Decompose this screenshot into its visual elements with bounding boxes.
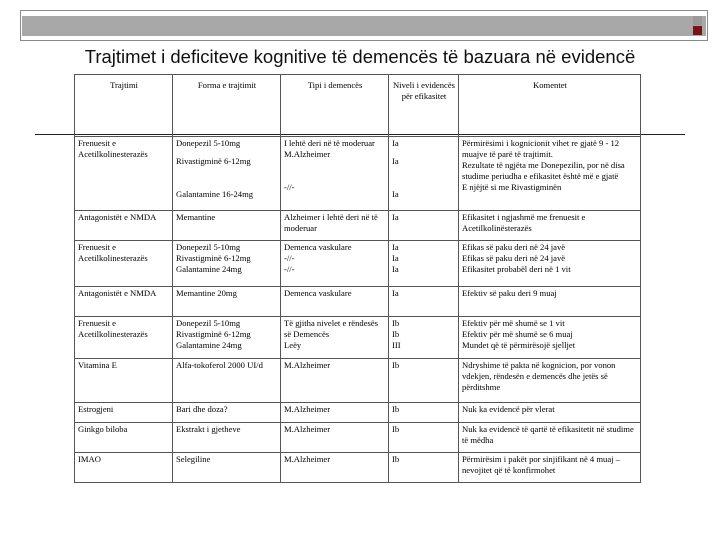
type-cell: Demenca vaskulare [281, 287, 389, 317]
slide-title: Trajtimet i deficiteve kognitive të demencës të bazuara në evidencë [84, 46, 636, 67]
type-line: M.Alzheimer [284, 149, 331, 159]
column-header: Niveli i evidencës për efikasitet [389, 75, 459, 137]
comment-cell: Përmirësim i pakët por sinjifikant në 4 muaj – nevojitet që të konfirmohet [459, 453, 641, 483]
treatment-cell: Antagonistët e NMDA [75, 287, 173, 317]
table-row [75, 423, 641, 453]
form-line: Rivastigminë 6-12mg [176, 156, 251, 166]
type-cell: M.Alzheimer [281, 453, 389, 483]
table-header-row [75, 75, 641, 137]
type-line: Leëy [284, 340, 302, 350]
form-cell [173, 137, 281, 211]
level-cell: Ia [389, 211, 459, 241]
treatment-cell: Frenuesit e Acetilkolinesterazës [75, 137, 173, 211]
type-cell [281, 137, 389, 211]
treatment-cell: Frenuesit e Acetilkolinesterazës [75, 317, 173, 359]
type-line: -//- [284, 253, 295, 263]
level-cell: Ib [389, 453, 459, 483]
comment-cell: Nuk ka evidencë të qartë të efikasitetit në studime të mëdha [459, 423, 641, 453]
table-row [75, 403, 641, 423]
comment-cell [459, 317, 641, 359]
type-cell: M.Alzheimer [281, 423, 389, 453]
level-line: III [392, 340, 401, 350]
comment-line: Efektiv për më shumë se 6 muaj [462, 329, 573, 339]
comment-line: Rezultate të ngjëta me Donepezilin, por në disa studime periudha e efikasitet është më e gjatë [462, 160, 625, 181]
form-cell: Memantine 20mg [173, 287, 281, 317]
level-cell: Ib [389, 359, 459, 403]
column-header: Trajtimi [75, 75, 173, 137]
comment-line: Efikas së paku deri në 24 javë [462, 253, 566, 263]
comment-line: Efikasitet probabël deri në 1 vit [462, 264, 571, 274]
comment-cell: Efikasitet i ngjashmë me frenuesit e Acetilkolinësterazës [459, 211, 641, 241]
level-line: Ib [392, 318, 400, 328]
type-line: Të gjitha nivelet e rëndesës së Demencës [284, 318, 379, 339]
level-line: Ia [392, 242, 399, 252]
table-row [75, 453, 641, 483]
type-cell: M.Alzheimer [281, 359, 389, 403]
comment-line: E njëjtë si me Rivastigminën [462, 182, 562, 192]
level-line: Ia [392, 264, 399, 274]
form-cell: Ekstrakt i gjetheve [173, 423, 281, 453]
red-square-decoration [693, 26, 702, 35]
level-cell: Ib [389, 423, 459, 453]
type-cell [281, 317, 389, 359]
form-cell: Alfa-tokoferol 2000 UI/d [173, 359, 281, 403]
table-row [75, 317, 641, 359]
treatment-cell: Estrogjeni [75, 403, 173, 423]
level-line: Ia [392, 156, 399, 166]
column-header: Komentet [459, 75, 641, 137]
table-row [75, 287, 641, 317]
form-line: Galantamine 16-24mg [176, 189, 254, 199]
form-line: Rivastigminë 6-12mg [176, 253, 251, 263]
level-cell [389, 137, 459, 211]
type-line: -//- [284, 182, 295, 192]
comment-line: Efikas së paku deri në 24 javë [462, 242, 566, 252]
form-line: Galantamine 24mg [176, 264, 242, 274]
comment-cell: Efektiv së paku deri 9 muaj [459, 287, 641, 317]
level-cell [389, 317, 459, 359]
form-cell [173, 241, 281, 287]
slide-header-frame [20, 10, 708, 41]
form-cell: Selegiline [173, 453, 281, 483]
header-band [22, 16, 706, 36]
type-line: -//- [284, 264, 295, 274]
comment-line: Mundet që të përmirësojë sjelljet [462, 340, 576, 350]
form-line: Donepezil 5-10mg [176, 242, 241, 252]
comment-cell [459, 241, 641, 287]
level-cell: Ia [389, 287, 459, 317]
level-line: Ia [392, 253, 399, 263]
column-header: Tipi i demencës [281, 75, 389, 137]
treatment-cell: Antagonistët e NMDA [75, 211, 173, 241]
treatment-table [74, 74, 641, 483]
form-line: Galantamine 24mg [176, 340, 242, 350]
level-line: Ib [392, 329, 400, 339]
table-row [75, 137, 641, 211]
level-line: Ia [392, 138, 399, 148]
type-cell [281, 241, 389, 287]
type-cell: Alzheimer i lehtë deri në të moderuar [281, 211, 389, 241]
form-cell: Memantine [173, 211, 281, 241]
comment-line: Përmirësimi i kognicionit vihet re gjatë 9 - 12 muajve të parë të trajtimit. [462, 138, 620, 159]
level-line: Ia [392, 189, 399, 199]
type-line: Demenca vaskulare [284, 242, 352, 252]
gray-square-decoration [693, 16, 702, 25]
comment-line: Efektiv për më shumë se 1 vit [462, 318, 565, 328]
treatment-cell: Frenuesit e Acetilkolinesterazës [75, 241, 173, 287]
treatment-cell: IMAO [75, 453, 173, 483]
treatment-cell: Vitamina E [75, 359, 173, 403]
type-line: I lehtë deri në të moderuar [284, 138, 375, 148]
form-cell [173, 317, 281, 359]
form-line: Donepezil 5-10mg [176, 318, 241, 328]
treatment-cell: Ginkgo biloba [75, 423, 173, 453]
form-line: Rivastigminë 6-12mg [176, 329, 251, 339]
form-cell: Bari dhe doza? [173, 403, 281, 423]
form-line: Donepezil 5-10mg [176, 138, 241, 148]
table-row [75, 211, 641, 241]
table-row [75, 241, 641, 287]
comment-cell: Nuk ka evidencë për vlerat [459, 403, 641, 423]
level-cell: Ib [389, 403, 459, 423]
level-cell [389, 241, 459, 287]
table-row [75, 359, 641, 403]
column-header: Forma e trajtimit [173, 75, 281, 137]
comment-cell: Ndryshime të pakta në kognicion, por vonon vdekjen, rëndesën e demencës dhe jetës së përditshme [459, 359, 641, 403]
type-cell: M.Alzheimer [281, 403, 389, 423]
comment-cell [459, 137, 641, 211]
